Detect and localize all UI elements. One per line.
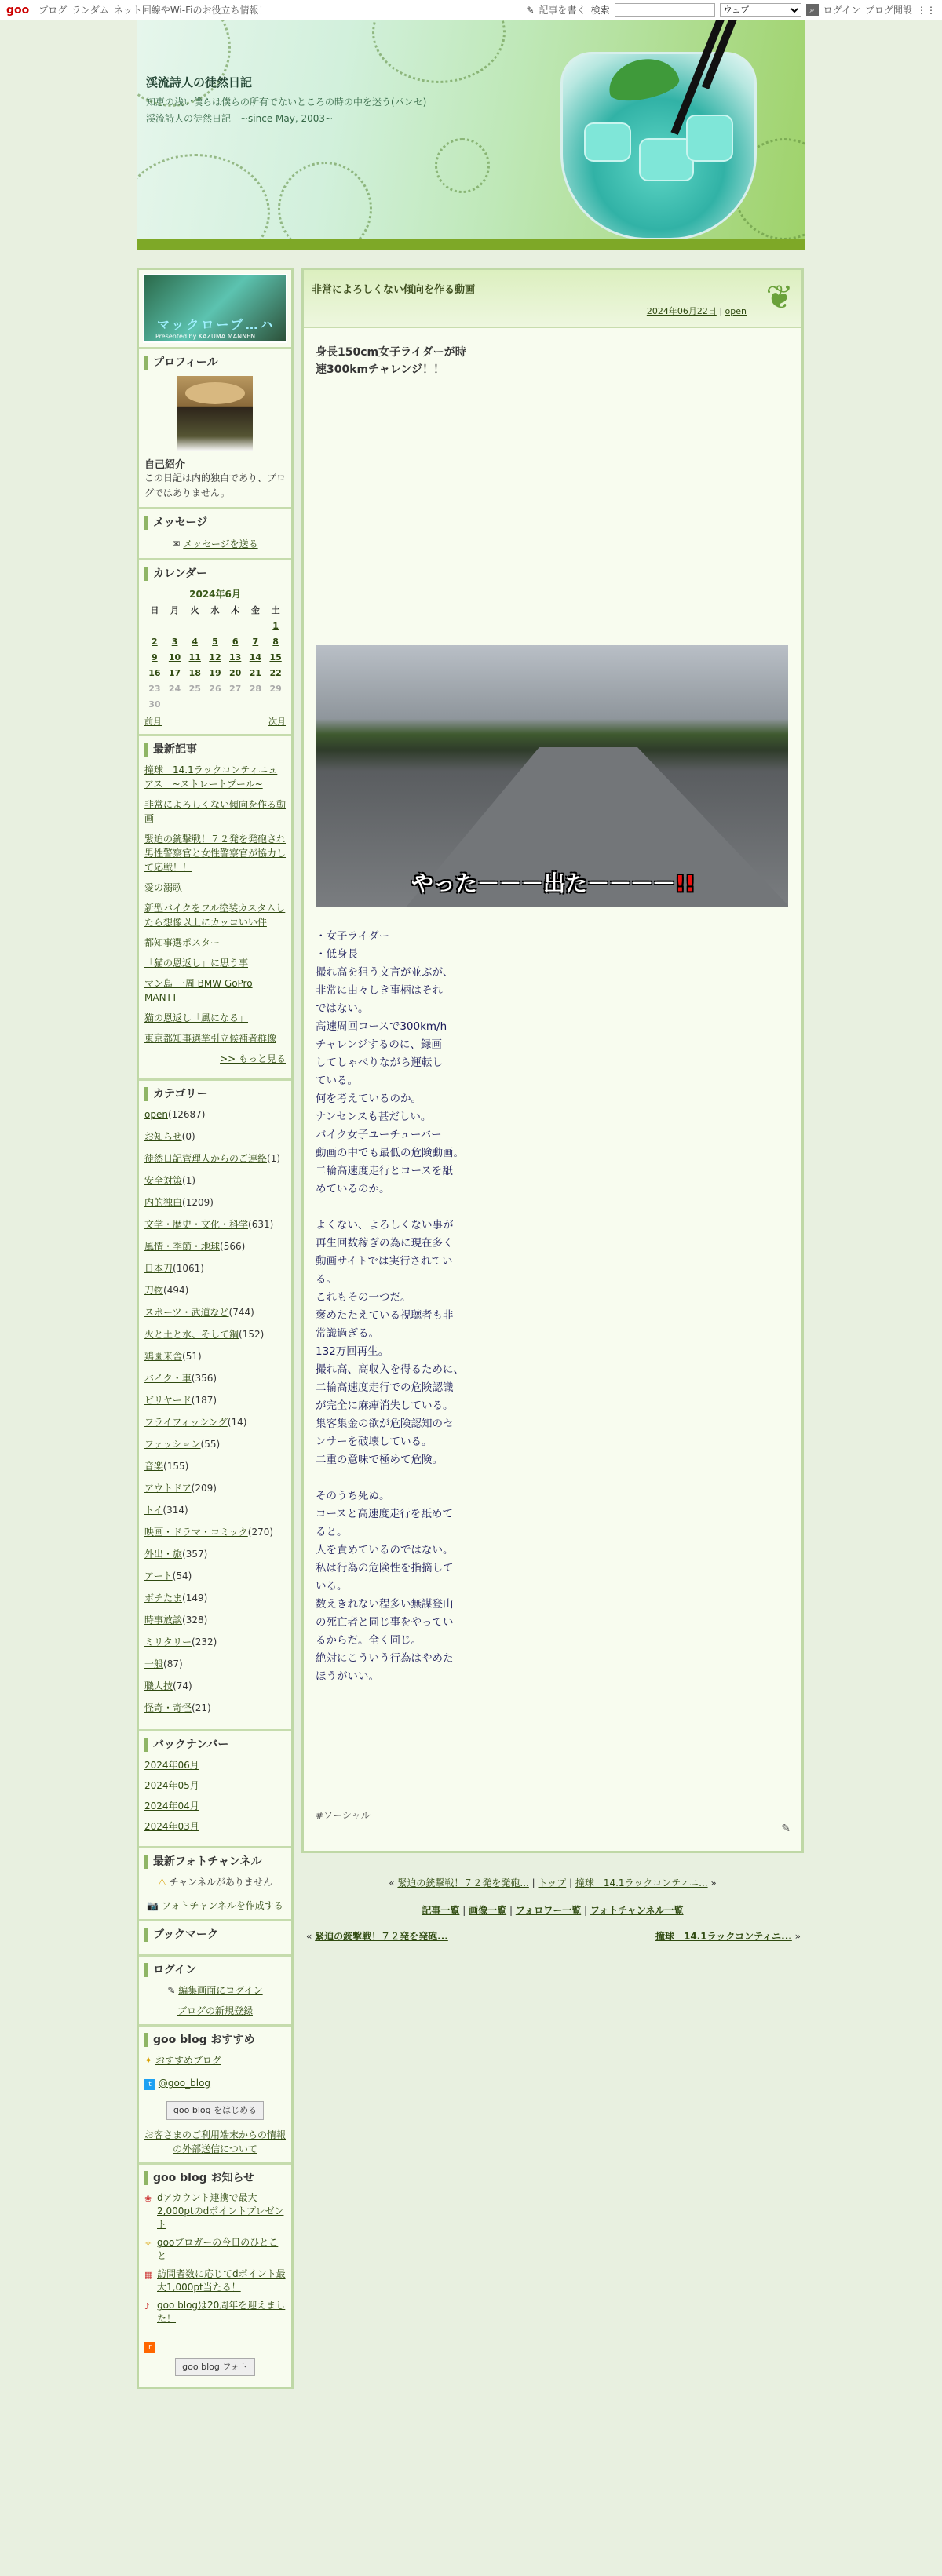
calendar-day[interactable]: 15 [269,651,282,662]
category-item [144,1591,286,1605]
body-line: 撮れ高、高収入を得るために、 [316,1363,464,1376]
envelope-icon: ✉ [172,538,184,549]
category-count: (314) [162,1505,188,1516]
category-count: (328) [182,1615,208,1626]
bottom-next-link[interactable]: 撞球 14.1ラックコンティニ... [655,1931,792,1942]
category-link[interactable]: 火と土と水、そして鋼 [144,1329,239,1340]
body-line: が完全に麻痺消失している。 [316,1399,454,1412]
category-count: (1) [267,1153,281,1164]
gift-icon: ❀ [144,2194,152,2204]
body-line: 絶対にこういう行為はやめた [316,1652,454,1665]
category-item [144,1283,286,1297]
body-line: の死亡者と同じ事をやってい [316,1616,454,1629]
category-link[interactable]: ミリタリー [144,1636,192,1647]
body-line: ・女子ライダー [316,930,390,943]
search-input[interactable] [615,3,715,17]
category-link[interactable]: 鶏園来舎 [144,1351,183,1362]
rss-icon[interactable]: r [144,2342,155,2353]
calendar-day: 29 [269,683,282,694]
category-link[interactable]: 外出・旅 [144,1549,183,1560]
top-navigation-bar [0,0,942,20]
message-section [139,507,291,558]
category-count: (51) [182,1351,202,1362]
category-link[interactable]: スポーツ・武道など [144,1307,229,1318]
search-button-icon[interactable]: ⌕ [806,4,819,16]
body-line: そのうち死ぬ。 [316,1490,390,1502]
category-count: (494) [163,1285,189,1296]
body-line: ナンセンスも甚だしい。 [316,1111,432,1123]
category-item [144,1371,286,1385]
body-line: ンサーを破壊している。 [316,1436,433,1448]
calendar-day: 23 [148,683,161,694]
blog-description: 知恵の浅い僕らは僕らの所有でないところの時の中を迷う(パンセ) 渓流詩人の徒然日記 ~since May, 2003~ [146,97,436,124]
article-header [304,270,801,328]
body-line: してしゃべりながら運転し [316,1056,443,1069]
category-count: (1) [182,1175,196,1186]
banner-sub: Presented by KAZUMA MANNEN [155,333,256,340]
notice-link[interactable]: goo blogは20周年を迎えました！ [157,2300,286,2324]
recommend-heading: goo blog おすすめ [144,2033,286,2047]
calendar-day: 30 [148,699,161,710]
caption-mark: !! [675,870,696,896]
recent-heading: 最新記事 [144,743,286,757]
ornament-icon [435,138,490,193]
more-articles-link[interactable]: >> もっと見る [220,1053,286,1064]
bookmark-section [139,1919,291,1954]
intro-text: この日記は内的独白であり、ブログではありません。 [144,473,287,498]
category-link[interactable]: トイ [144,1505,163,1516]
message-heading: メッセージ [144,516,286,530]
category-item [144,1151,286,1166]
calendar-day[interactable]: 17 [168,667,181,678]
weekday: 日 [150,605,159,615]
calendar-day[interactable]: 6 [232,636,239,647]
warning-icon: ⚠ [158,1877,170,1888]
weekday: 土 [271,605,280,615]
article-lead: 身長150cm女子ライダーが時速300kmチャレンジ！！ [316,346,466,376]
calendar-day[interactable]: 22 [269,667,282,678]
category-link[interactable]: 風情・季節・地球 [144,1241,221,1252]
calendar-day: 24 [168,683,181,694]
category-count: (631) [248,1219,274,1230]
calendar-day[interactable]: 8 [272,636,279,647]
body-line: 二重の意味で極めて危険。 [316,1454,443,1466]
calendar-prev-link[interactable]: 前月 [144,717,162,727]
article [301,268,804,1853]
category-count: (14) [227,1417,247,1428]
blog-title[interactable]: 渓流詩人の徒然日記 [146,75,253,89]
ornament-icon [278,162,372,250]
category-count: (155) [163,1461,189,1472]
calendar-day[interactable]: 16 [148,667,161,678]
body-line: ている。 [316,1075,358,1087]
category-link[interactable]: open [144,1109,168,1120]
profile-section [139,347,291,507]
topbar-link-net[interactable]: ネット回線やWi-Fiのお役立ち情報！ [113,5,268,16]
calendar-day[interactable]: 14 [249,651,262,662]
body-line: 非常に由々しき事柄はそれ [316,984,443,997]
category-link[interactable]: 時事放談 [144,1615,183,1626]
edit-pencil-icon[interactable]: ✎ [781,1823,790,1835]
body-line: ると。 [316,1526,348,1538]
category-item [144,1481,286,1495]
goo-logo[interactable]: goo [6,3,30,16]
calendar-day: 25 [188,683,201,694]
category-item [144,1635,286,1649]
bottom-pager: « 緊迫の銃撃戦！７２発を発砲... 撞球 14.1ラックコンティニ... » [306,1931,801,1942]
weekday: 水 [210,605,220,615]
category-link[interactable]: 音楽 [144,1461,164,1472]
category-link[interactable]: 映画・ドラマ・コミック [144,1527,248,1538]
calendar-next-link[interactable]: 次月 [268,717,286,727]
video-thumbnail[interactable] [316,645,788,907]
body-line: 二輪高速度走行での危険認識 [316,1381,454,1394]
category-count: (12687) [167,1109,206,1120]
category-item [144,1679,286,1693]
calendar-day[interactable]: 11 [188,651,201,662]
category-count: (74) [173,1680,192,1691]
bottom-prev-link[interactable]: 緊迫の銃撃戦！７２発を発砲... [315,1931,448,1942]
menu-grid-icon[interactable]: ⋮⋮ [917,4,936,16]
category-item [144,1349,286,1363]
notice-item [144,2268,286,2294]
recommend-link[interactable]: おすすめブログ [155,2055,221,2066]
body-line: 褒めたたえている視聴者も非 [316,1309,454,1322]
create-photo-channel-link[interactable]: フォトチャンネルを作成する [162,1900,283,1911]
register-link[interactable]: ブログの新規登録 [177,2005,253,2016]
bookmark-heading: ブックマーク [144,1928,286,1942]
recent-article-link[interactable]: 都知事選ポスター [144,937,221,948]
category-count: (1061) [173,1263,204,1274]
category-link[interactable]: 日本刀 [144,1263,173,1274]
body-line: いる。 [316,1580,348,1593]
recent-articles-section [139,734,291,1078]
recent-article-link[interactable]: 撞球 14.1ラックコンティニュアス ~ストレートプール~ [144,764,278,790]
calendar-day[interactable]: 20 [229,667,242,678]
music-icon: ♪ [144,2301,151,2311]
photo-heading: 最新フォトチャンネル [144,1855,286,1869]
category-item [144,1547,286,1561]
category-item [144,1129,286,1144]
category-item [144,1239,286,1253]
recent-article-link[interactable]: 愛の溺歌 [144,882,183,893]
recent-article-link[interactable]: マン島 一周 BMW GoPro MANTT [144,978,253,1003]
bulb-icon: ✦ [144,2055,155,2066]
calendar-day[interactable]: 12 [209,651,221,662]
category-link[interactable]: 刀物 [144,1285,164,1296]
notice-link[interactable]: 訪問者数に応じてdポイント最大1,000pt当たる！ [157,2268,286,2293]
calendar-day[interactable]: 3 [171,636,178,647]
category-link[interactable]: 文学・歴史・文化・科学 [144,1219,249,1230]
category-item [144,1569,286,1583]
calendar-day[interactable]: 5 [212,636,218,647]
category-count: (566) [220,1241,246,1252]
leaf-icon: ❦ [765,278,794,316]
body-line: 数えきれない程多い無謀登山 [316,1598,454,1611]
category-count: (1209) [182,1197,214,1208]
backnumber-section [139,1729,291,1846]
backnumber-link[interactable]: 2024年05月 [144,1780,199,1791]
open-blog-link[interactable]: ブログ開設 [864,5,912,16]
image-list-link[interactable]: 画像一覧 [469,1905,507,1916]
article-pager: « 緊迫の銃撃戦！７２発を発砲... | トップ | 撞球 14.1ラックコンティニ... » [389,1877,717,1888]
body-line: 132万回再生。 [316,1345,389,1358]
body-line: 私は行為の危険性を指摘して [316,1562,454,1574]
intro-label: 自己紹介 [144,459,186,471]
blog-header [137,20,805,250]
caption-text: やった－－－出た－－－－ [411,870,676,896]
calendar-day[interactable]: 7 [252,636,259,647]
category-item [144,1701,286,1715]
calendar-table [144,602,286,712]
recent-article-link[interactable]: 猫の恩返し「風になる」 [144,1013,249,1023]
category-count: (232) [192,1636,217,1647]
recent-article-link[interactable]: 東京都知事選挙引立候補者群像 [144,1033,277,1044]
article-meta: 2024年06月22日 | open [646,306,747,316]
notice-heading: goo blog お知らせ [144,2171,286,2185]
calendar-day[interactable]: 10 [168,651,181,662]
weekday: 木 [231,605,240,615]
category-item [144,1217,286,1231]
calendar-day[interactable]: 4 [192,636,199,647]
category-count: (357) [182,1549,208,1560]
category-item [144,1503,286,1517]
body-line: ほうがいい。 [316,1670,379,1683]
category-heading: カテゴリー [144,1087,286,1101]
body-line: 常識過ぎる。 [316,1327,379,1340]
body-line: チャレンジするのに、録画 [316,1038,442,1051]
article-list-link[interactable]: 記事一覧 [422,1905,460,1916]
category-count: (152) [239,1329,265,1340]
category-link[interactable]: 一般 [144,1658,164,1669]
body-line: バイク女子ユーチューバー [316,1129,442,1141]
login-link[interactable]: ログイン [823,5,860,16]
weekday: 火 [190,605,199,615]
recent-article-link[interactable]: 非常によろしくない傾向を作る動画 [144,799,287,824]
sidebar [137,268,294,2389]
category-link[interactable]: 内的独白 [144,1197,183,1208]
body-line: るからだ。全く同じ。 [316,1634,422,1647]
notice-item [144,2191,286,2231]
photo-button[interactable]: goo blog フォト [175,2358,255,2376]
calendar-heading: カレンダー [144,567,286,581]
body-line: る。 [316,1273,337,1286]
top-link[interactable]: トップ [538,1877,567,1888]
recommend-section [139,2024,291,2162]
video-caption [411,867,696,898]
banner-text: マックローブ…ハ [157,317,276,332]
weekday: 月 [170,605,180,615]
backnumber-link[interactable]: 2024年06月 [144,1760,199,1771]
category-count: (270) [247,1527,274,1538]
calendar-day: 26 [209,683,221,694]
category-count: (54) [172,1571,192,1582]
topbar-link-blog[interactable]: ブログ [38,5,68,16]
body-line: 集客集金の欲が危険認知のセ [316,1418,454,1430]
ornament-icon [137,154,270,250]
write-article-link[interactable]: 記事を書く [539,5,586,16]
photo-channel-section [139,1846,291,1919]
category-count: (187) [191,1395,217,1406]
profile-heading: プロフィール [144,356,286,370]
category-item [144,1525,286,1539]
body-line: 人を責めているのではない。 [316,1544,454,1556]
body-line: ではない。 [316,1002,369,1015]
login-section [139,1954,291,2024]
category-item [144,1107,286,1122]
category-link[interactable]: 職人技 [144,1680,173,1691]
category-link[interactable]: ビリヤード [144,1395,192,1406]
calendar-day[interactable]: 9 [152,651,158,662]
sparkle-icon: ✧ [144,2238,152,2249]
category-link[interactable]: アート [144,1571,173,1582]
calendar-day: 28 [249,683,262,694]
body-line: 高速周回コースで300km/h [316,1020,447,1033]
backnumber-heading: バックナンバー [144,1738,286,1752]
category-count: (356) [191,1373,217,1384]
calendar-day[interactable]: 19 [209,667,221,678]
category-item [144,1261,286,1275]
body-line: これもその一つだ。 [316,1291,411,1304]
ice-cube [686,115,733,162]
list-links: 記事一覧 | 画像一覧 | フォロワー一覧 | フォトチャンネル一覧 [422,1905,684,1916]
category-item [144,1459,286,1473]
ice-cube [584,122,631,162]
calendar-day[interactable]: 1 [272,620,279,631]
twitter-icon: t [144,2079,155,2090]
category-link[interactable]: 安全対策 [144,1175,183,1186]
article-tag[interactable]: #ソーシャル [316,1810,371,1821]
recent-article-link[interactable]: 緊迫の銃撃戦！７２発を発砲され男性警察官と女性警察官が協力して応戦！！ [144,834,287,873]
calendar-month: 2024年6月 [189,589,241,600]
body-line: コースと高速度走行を舐めて [316,1508,453,1520]
login-heading: ログイン [144,1963,286,1977]
category-section [139,1078,291,1729]
category-link[interactable]: ファッション [144,1439,201,1450]
article-title[interactable]: 非常によろしくない傾向を作る動画 [312,284,476,296]
calendar-day[interactable]: 18 [188,667,201,678]
search-label: 検索 [590,5,610,16]
calendar-day: 27 [229,683,242,694]
category-item [144,1613,286,1627]
category-count: (55) [200,1439,221,1450]
calendar-day[interactable]: 21 [249,667,262,678]
category-item [144,1437,286,1451]
backnumber-link[interactable]: 2024年04月 [144,1801,199,1812]
body-line: めているのか。 [316,1183,390,1195]
ornament-icon [372,20,506,83]
notice-link[interactable]: gooブロガーの今日のひとこと [157,2237,279,2261]
category-item [144,1415,286,1429]
body-line: よくない、よろしくない事が [316,1219,454,1231]
article-body [316,928,474,1686]
calendar-day[interactable]: 2 [152,636,158,647]
weekday: 金 [250,605,260,615]
prev-article-link[interactable]: 緊迫の銃撃戦！７２発を発砲... [397,1877,529,1888]
backnumber-link[interactable]: 2024年03月 [144,1821,199,1832]
category-item [144,1327,286,1341]
category-item [144,1305,286,1319]
category-item [144,1393,286,1407]
external-info-link[interactable]: お客さまのご利用端末からの情報の外部送信について [144,2129,287,2155]
notice-section [139,2162,291,2387]
category-link[interactable]: ボチたま [144,1593,183,1604]
twitter-link[interactable]: @goo_blog [158,2078,211,2089]
calendar-day[interactable]: 13 [229,651,242,662]
next-article-link[interactable]: 撞球 14.1ラックコンティニ... [575,1877,708,1888]
photo-channel-list-link[interactable]: フォトチャンネル一覧 [590,1905,684,1916]
article-category-link[interactable]: open [725,306,747,316]
body-line: 再生回数稼ぎの為に現在多く [316,1237,454,1250]
category-count: (149) [182,1593,208,1604]
category-item [144,1173,286,1188]
search-type-select[interactable] [720,3,801,17]
body-line: 撮れ高を狙う文言が並ぶが、 [316,966,454,979]
camera-icon: 📷 [147,1900,162,1911]
category-link[interactable]: アウトドア [144,1483,192,1494]
article-date-link[interactable]: 2024年06月22日 [646,306,717,316]
sidebar-banner[interactable] [143,274,287,343]
recent-article-link[interactable]: 「猫の恩返し」に思う事 [144,958,249,969]
notice-link[interactable]: dアカウント連携で最大2,000ptのdポイントプレゼント [157,2192,284,2230]
avatar[interactable] [177,376,253,451]
category-link[interactable]: 徒然日記管理人からのご連絡 [144,1153,268,1164]
category-link[interactable]: 怪奇・奇怪 [144,1702,192,1713]
pencil-icon: ✎ [526,4,535,16]
category-count: (209) [191,1483,217,1494]
category-count: (744) [228,1307,254,1318]
start-blog-button[interactable]: goo blog をはじめる [166,2101,264,2120]
category-link[interactable]: フライフィッシング [144,1417,228,1428]
body-line: 動画の中でも最低の危険動画。 [316,1147,464,1159]
topbar-link-random[interactable]: ランダム [71,5,109,16]
body-line: ・低身長 [316,948,358,961]
category-count: (0) [181,1131,195,1142]
pencil-icon: ✎ [167,1985,179,1996]
notice-item [144,2236,286,2263]
body-line: 二輪高速度走行とコースを舐 [316,1165,453,1177]
category-item [144,1195,286,1210]
category-item [144,1657,286,1671]
category-link[interactable]: お知らせ [144,1131,182,1142]
recent-article-link[interactable]: 新型バイクをフル塗装カスタムしたら想像以上にカッコいい件 [144,903,286,928]
notice-item [144,2299,286,2326]
send-message-link[interactable]: メッセージを送る [183,538,258,549]
edit-login-link[interactable]: 編集画面にログイン [178,1985,263,1996]
category-count: (87) [163,1658,183,1669]
body-line: 動画サイトでは実行されてい [316,1255,453,1268]
no-channel-text: チャンネルがありません [169,1877,272,1888]
body-line: 何を考えているのか。 [316,1093,422,1105]
calendar-section [139,558,291,734]
category-count: (21) [192,1702,211,1713]
grid-icon: ▦ [144,2270,153,2280]
follower-list-link[interactable]: フォロワー一覧 [515,1905,582,1916]
category-link[interactable]: バイク・車 [144,1373,192,1384]
